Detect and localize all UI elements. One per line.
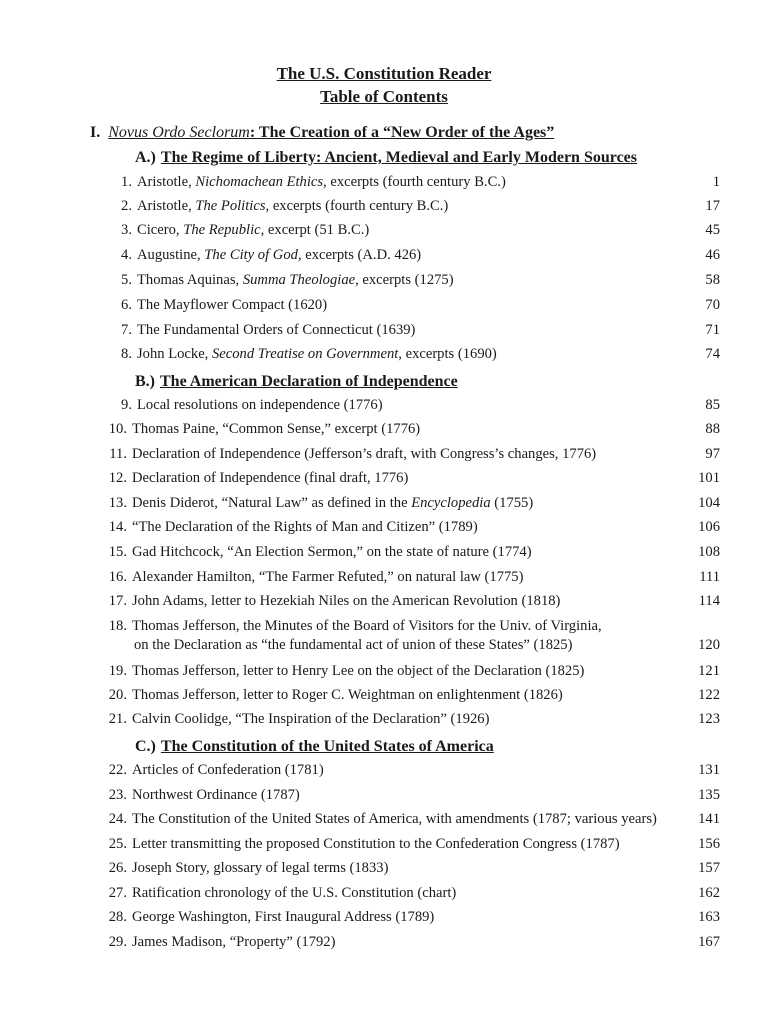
toc-entry — [0, 544, 768, 564]
entry-number: 20. — [108, 687, 127, 703]
toc-entry — [0, 836, 768, 856]
entry-title — [132, 519, 478, 536]
entry-page-number: 17 — [705, 198, 720, 214]
entry-title-text: Thomas Jefferson, letter to Henry Lee on the object of the Declaration (1825) — [132, 663, 585, 679]
entry-title-continuation: on the Declaration as “the fundamental act of union of these States” (1825) — [134, 637, 573, 653]
entry-number: 25. — [108, 836, 127, 852]
entry-title-text: James Madison, “Property” (1792) — [132, 934, 336, 950]
section-label: B.) — [135, 373, 155, 390]
toc-entry — [0, 811, 768, 831]
entry-title — [137, 247, 421, 264]
entry-title-text: Thomas Paine, “Common Sense,” excerpt (1776) — [132, 421, 421, 437]
entry-title — [137, 346, 497, 363]
entry-page-number: 58 — [705, 272, 720, 288]
entry-number: 21. — [108, 711, 127, 727]
entry-work-title: Summa Theologiae — [242, 272, 356, 288]
entry-title-suffix: , excerpts (fourth century B.C.) — [265, 198, 449, 214]
part-title-italic: Novus Ordo Seclorum — [108, 124, 250, 141]
entry-title-text: Calvin Coolidge, “The Inspiration of the Declaration” (1926) — [132, 711, 490, 727]
entry-title-text: Gad Hitchcock, “An Election Sermon,” on the state of nature (1774) — [132, 544, 532, 560]
entry-title-text: Augustine, — [137, 247, 205, 263]
toc-entry — [0, 618, 768, 653]
toc-entry — [0, 687, 768, 707]
entry-work-title: Nichomachean Ethics — [195, 174, 324, 190]
entry-work-title: The Republic — [183, 222, 261, 238]
entry-title-text: John Adams, letter to Hezekiah Niles on the American Revolution (1818) — [132, 593, 561, 609]
entry-number: 10. — [108, 421, 127, 437]
entry-title-text: Thomas Aquinas, — [137, 272, 243, 288]
entry-title — [132, 618, 602, 635]
entry-title — [137, 272, 454, 289]
toc-entry — [0, 174, 768, 194]
entry-number: 12. — [108, 470, 127, 486]
entry-title-text: The Fundamental Orders of Connecticut (1639) — [137, 322, 416, 338]
part-numeral: I. — [90, 124, 101, 141]
part-heading — [90, 124, 554, 142]
entry-title-text: Thomas Jefferson, letter to Roger C. Weightman on enlightenment (1826) — [132, 687, 563, 703]
entry-title — [132, 836, 620, 853]
entry-work-title: Second Treatise on Government — [211, 346, 399, 362]
entry-title — [132, 470, 408, 487]
entry-title — [132, 909, 434, 926]
entry-title-text: Cicero, — [137, 222, 184, 238]
entry-page-number: 74 — [705, 346, 720, 362]
toc-entry — [0, 787, 768, 807]
entry-title-text: Letter transmitting the proposed Constitution to the Confederation Congress (1787) — [132, 836, 620, 852]
entry-page-number: 101 — [698, 470, 720, 486]
entry-number: 24. — [108, 811, 127, 827]
entry-number: 7. — [121, 322, 132, 338]
entry-page-number: 131 — [698, 762, 720, 778]
entry-page-number: 97 — [705, 446, 720, 462]
entry-title — [137, 222, 369, 239]
entry-number: 5. — [121, 272, 132, 288]
entry-title — [132, 495, 533, 512]
entry-number: 19. — [108, 663, 127, 679]
entry-page-number: 108 — [698, 544, 720, 560]
entry-page-number: 157 — [698, 860, 720, 876]
section-heading-b — [135, 373, 458, 391]
entry-number: 13. — [108, 495, 127, 511]
entry-title-text: Declaration of Independence (final draft, 1776) — [132, 470, 409, 486]
entry-title — [137, 198, 448, 215]
toc-entry — [0, 711, 768, 731]
entry-page-number: 135 — [698, 787, 720, 803]
entry-page-number: 71 — [705, 322, 720, 338]
entry-title — [132, 762, 324, 779]
entry-title-text: John Locke, — [137, 346, 212, 362]
toc-entry — [0, 346, 768, 366]
entry-number: 14. — [108, 519, 127, 535]
entry-number: 6. — [121, 297, 132, 313]
entry-title — [132, 687, 563, 704]
toc-entry — [0, 446, 768, 466]
entry-number: 17. — [108, 593, 127, 609]
entry-title-text: The Mayflower Compact (1620) — [137, 297, 328, 313]
entry-page-number: 85 — [705, 397, 720, 413]
section-title: The Constitution of the United States of America — [160, 738, 494, 755]
entry-page-number: 114 — [698, 593, 720, 609]
entry-page-number: 122 — [698, 687, 720, 703]
entry-title — [132, 446, 596, 463]
entry-work-title: Encyclopedia — [411, 495, 491, 511]
entry-number: 26. — [108, 860, 127, 876]
toc-entry — [0, 519, 768, 539]
entry-number: 27. — [108, 885, 127, 901]
section-label: A.) — [135, 149, 156, 166]
entry-title-text: Articles of Confederation (1781) — [132, 762, 324, 778]
entry-number: 16. — [108, 569, 127, 585]
entry-title — [132, 593, 560, 610]
entry-number: 4. — [121, 247, 132, 263]
entry-title-text: George Washington, First Inaugural Address (1789) — [132, 909, 435, 925]
entry-title-text: Local resolutions on independence (1776) — [137, 397, 383, 413]
entry-page-number: 104 — [698, 495, 720, 511]
entry-title — [132, 544, 532, 561]
entry-number: 9. — [121, 397, 132, 413]
entry-title-text: Alexander Hamilton, “The Farmer Refuted,” on natural law (1775) — [132, 569, 524, 585]
entry-page-number: 167 — [698, 934, 720, 950]
entry-title-text: Joseph Story, glossary of legal terms (1833) — [132, 860, 389, 876]
entry-title-text: Declaration of Independence (Jefferson’s draft, with Congress’s changes, 1776) — [132, 446, 597, 462]
toc-entry — [0, 470, 768, 490]
entry-title — [132, 787, 300, 804]
entry-page-number: 141 — [698, 811, 720, 827]
entry-page-number: 123 — [698, 711, 720, 727]
entry-page-number: 70 — [705, 297, 720, 313]
entry-page-number: 156 — [698, 836, 720, 852]
toc-entry — [0, 397, 768, 417]
entry-page-number: 162 — [698, 885, 720, 901]
entry-title — [132, 569, 523, 586]
entry-number: 28. — [108, 909, 127, 925]
entry-title — [132, 421, 420, 438]
entry-title-suffix: (1755) — [490, 495, 534, 511]
entry-number: 22. — [108, 762, 127, 778]
entry-number: 29. — [108, 934, 127, 950]
entry-title-text: The Constitution of the United States of America, with amendments (1787; various years) — [132, 811, 657, 827]
entry-number: 2. — [121, 198, 132, 214]
entry-title — [137, 174, 506, 191]
toc-entry — [0, 593, 768, 613]
entry-title-text: Aristotle, — [137, 198, 196, 214]
toc-entry — [0, 909, 768, 929]
entry-title-text: Aristotle, — [137, 174, 196, 190]
section-title: The Regime of Liberty: Ancient, Medieval and Early Modern Sources — [160, 149, 637, 166]
entry-title — [132, 711, 489, 728]
toc-entry — [0, 297, 768, 317]
entry-number: 11. — [109, 446, 127, 462]
entry-page-number: 121 — [698, 663, 720, 679]
entry-page-number: 45 — [705, 222, 720, 238]
entry-page-number: 111 — [699, 569, 720, 585]
entry-title-suffix: , excerpt (51 B.C.) — [260, 222, 370, 238]
entry-number: 18. — [108, 618, 127, 634]
entry-title-suffix: , excerpts (1690) — [398, 346, 497, 362]
entry-title-suffix: , excerpts (1275) — [355, 272, 454, 288]
part-title-rest: : The Creation of a “New Order of the Ages” — [249, 124, 555, 141]
toc-entry — [0, 663, 768, 683]
entry-title-text: Northwest Ordinance (1787) — [132, 787, 300, 803]
section-heading-a — [135, 149, 637, 167]
entry-title-text: “The Declaration of the Rights of Man and Citizen” (1789) — [132, 519, 478, 535]
toc-entry — [0, 495, 768, 515]
toc-entry — [0, 762, 768, 782]
document-title: The U.S. Constitution Reader — [276, 64, 492, 83]
entry-title — [132, 934, 335, 951]
entry-title-text: Thomas Jefferson, the Minutes of the Board of Visitors for the Univ. of Virginia, — [132, 618, 602, 634]
toc-entry — [0, 421, 768, 441]
entry-title-suffix: , excerpts (fourth century B.C.) — [323, 174, 506, 190]
entry-title — [137, 397, 383, 414]
entry-number: 3. — [121, 222, 132, 238]
entry-title — [137, 297, 327, 314]
entry-work-title: The Politics — [195, 198, 266, 214]
entry-page-number: 46 — [705, 247, 720, 263]
entry-page-number: 163 — [698, 909, 720, 925]
entry-number: 15. — [108, 544, 127, 560]
entry-title — [132, 663, 584, 680]
toc-entry — [0, 885, 768, 905]
entry-title-suffix: , excerpts (A.D. 426) — [297, 247, 422, 263]
entry-page-number: 88 — [705, 421, 720, 437]
entry-page-number: 1 — [712, 174, 720, 190]
toc-entry — [0, 860, 768, 880]
toc-entry — [0, 272, 768, 292]
entry-title — [137, 322, 415, 339]
entry-title-text: Denis Diderot, “Natural Law” as defined in the — [132, 495, 412, 511]
document-subtitle: Table of Contents — [320, 87, 448, 106]
entry-page-number: 120 — [698, 637, 720, 653]
entry-title — [132, 860, 388, 877]
toc-entry — [0, 569, 768, 589]
entry-title — [132, 885, 456, 902]
toc-entry — [0, 222, 768, 242]
entry-number: 1. — [121, 174, 132, 190]
entry-title — [132, 811, 657, 828]
section-title: The American Declaration of Independence — [160, 373, 458, 390]
section-heading-c — [135, 738, 494, 756]
entry-page-number: 106 — [698, 519, 720, 535]
entry-work-title: The City of God — [204, 247, 298, 263]
toc-entry — [0, 198, 768, 218]
entry-number: 8. — [121, 346, 132, 362]
section-label: C.) — [135, 738, 156, 755]
toc-entry — [0, 934, 768, 954]
part-title — [108, 124, 554, 141]
entry-number: 23. — [108, 787, 127, 803]
toc-entry — [0, 322, 768, 342]
toc-entry — [0, 247, 768, 267]
entry-title-text: Ratification chronology of the U.S. Constitution (chart) — [132, 885, 457, 901]
